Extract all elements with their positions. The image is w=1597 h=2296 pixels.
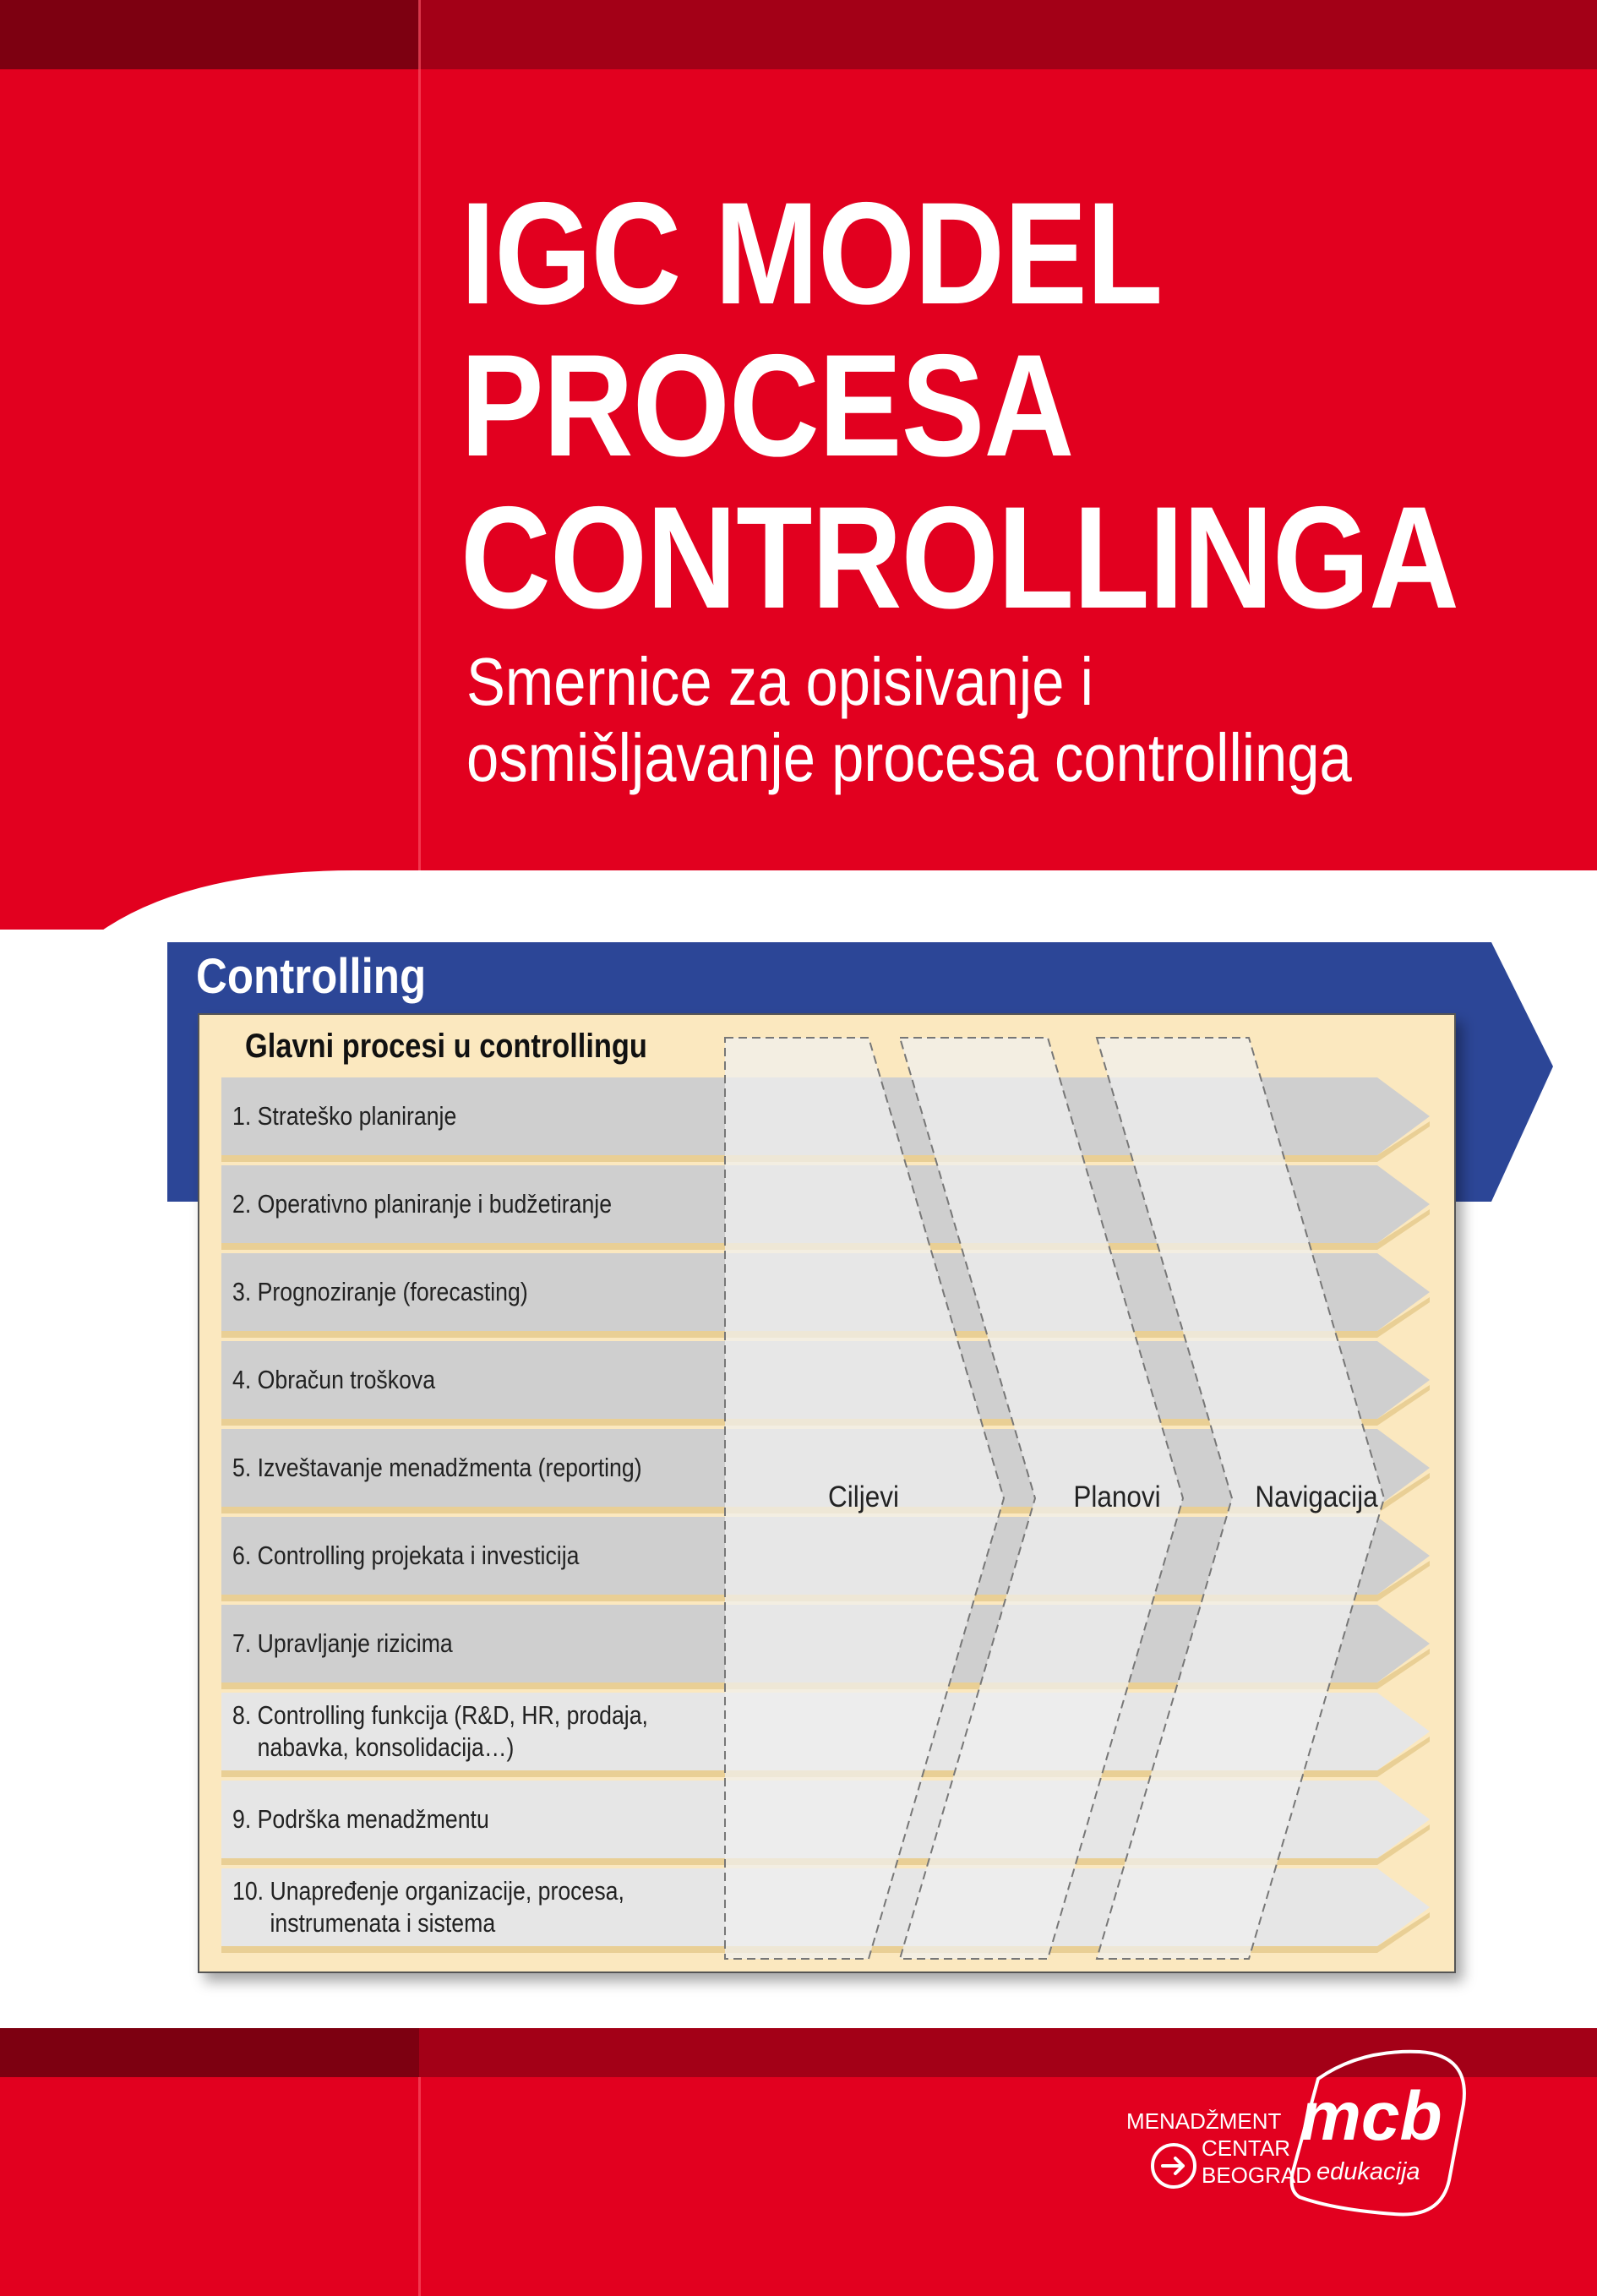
subtitle-line-1: Smernice za opisivanje i: [466, 644, 1093, 719]
publisher-line-1: MENADŽMENT: [1126, 2108, 1282, 2134]
publisher-line-2: CENTAR: [1202, 2135, 1290, 2161]
bottom-divider-line: [418, 2077, 421, 2296]
column-ciljevi: Ciljevi: [827, 1481, 900, 1513]
process-label: 1. Strateško planiranje: [232, 1101, 457, 1131]
title-line-1: IGC MODEL: [461, 172, 1163, 335]
title-line-2: PROCESA: [461, 324, 1074, 487]
process-label: 7. Upravljanje rizicima: [232, 1628, 453, 1658]
column-planovi: Planovi: [1073, 1481, 1161, 1513]
panel-heading: Glavni procesi u controllingu: [245, 1028, 647, 1065]
bottom-dark-strip-left: [0, 2028, 419, 2077]
process-label: 8. Controlling funkcija (R&D, HR, prodaja, nabavka, konsolidacija…): [232, 1700, 648, 1762]
process-label: 10. Unapređenje organizacije, procesa, instrumenata i sistema: [232, 1876, 624, 1938]
top-divider-line: [418, 0, 421, 870]
process-label: 3. Prognoziranje (forecasting): [232, 1277, 528, 1306]
title-line-3: CONTROLLINGA: [461, 477, 1459, 639]
arrow-circle-icon: [1147, 2140, 1200, 2192]
top-dark-strip-right: [419, 0, 1597, 69]
column-navigacija: Navigacija: [1255, 1481, 1378, 1513]
top-dark-strip-left: [0, 0, 419, 69]
process-label: 5. Izveštavanje menadžmenta (reporting): [232, 1453, 642, 1482]
publisher-line-3: BEOGRAD: [1202, 2162, 1312, 2188]
process-label: 6. Controlling projekata i investicija: [232, 1541, 580, 1570]
process-label: 4. Obračun troškova: [232, 1365, 436, 1394]
process-label: 2. Operativno planiranje i budžetiranje: [232, 1189, 613, 1219]
banner-label: Controlling: [196, 949, 427, 1004]
logo-main: mcb: [1300, 2078, 1442, 2155]
logo-sub: edukacija: [1316, 2158, 1420, 2185]
process-label: 9. Podrška menadžmentu: [232, 1804, 489, 1834]
subtitle-line-2: osmišljavanje procesa controllinga: [466, 720, 1352, 795]
